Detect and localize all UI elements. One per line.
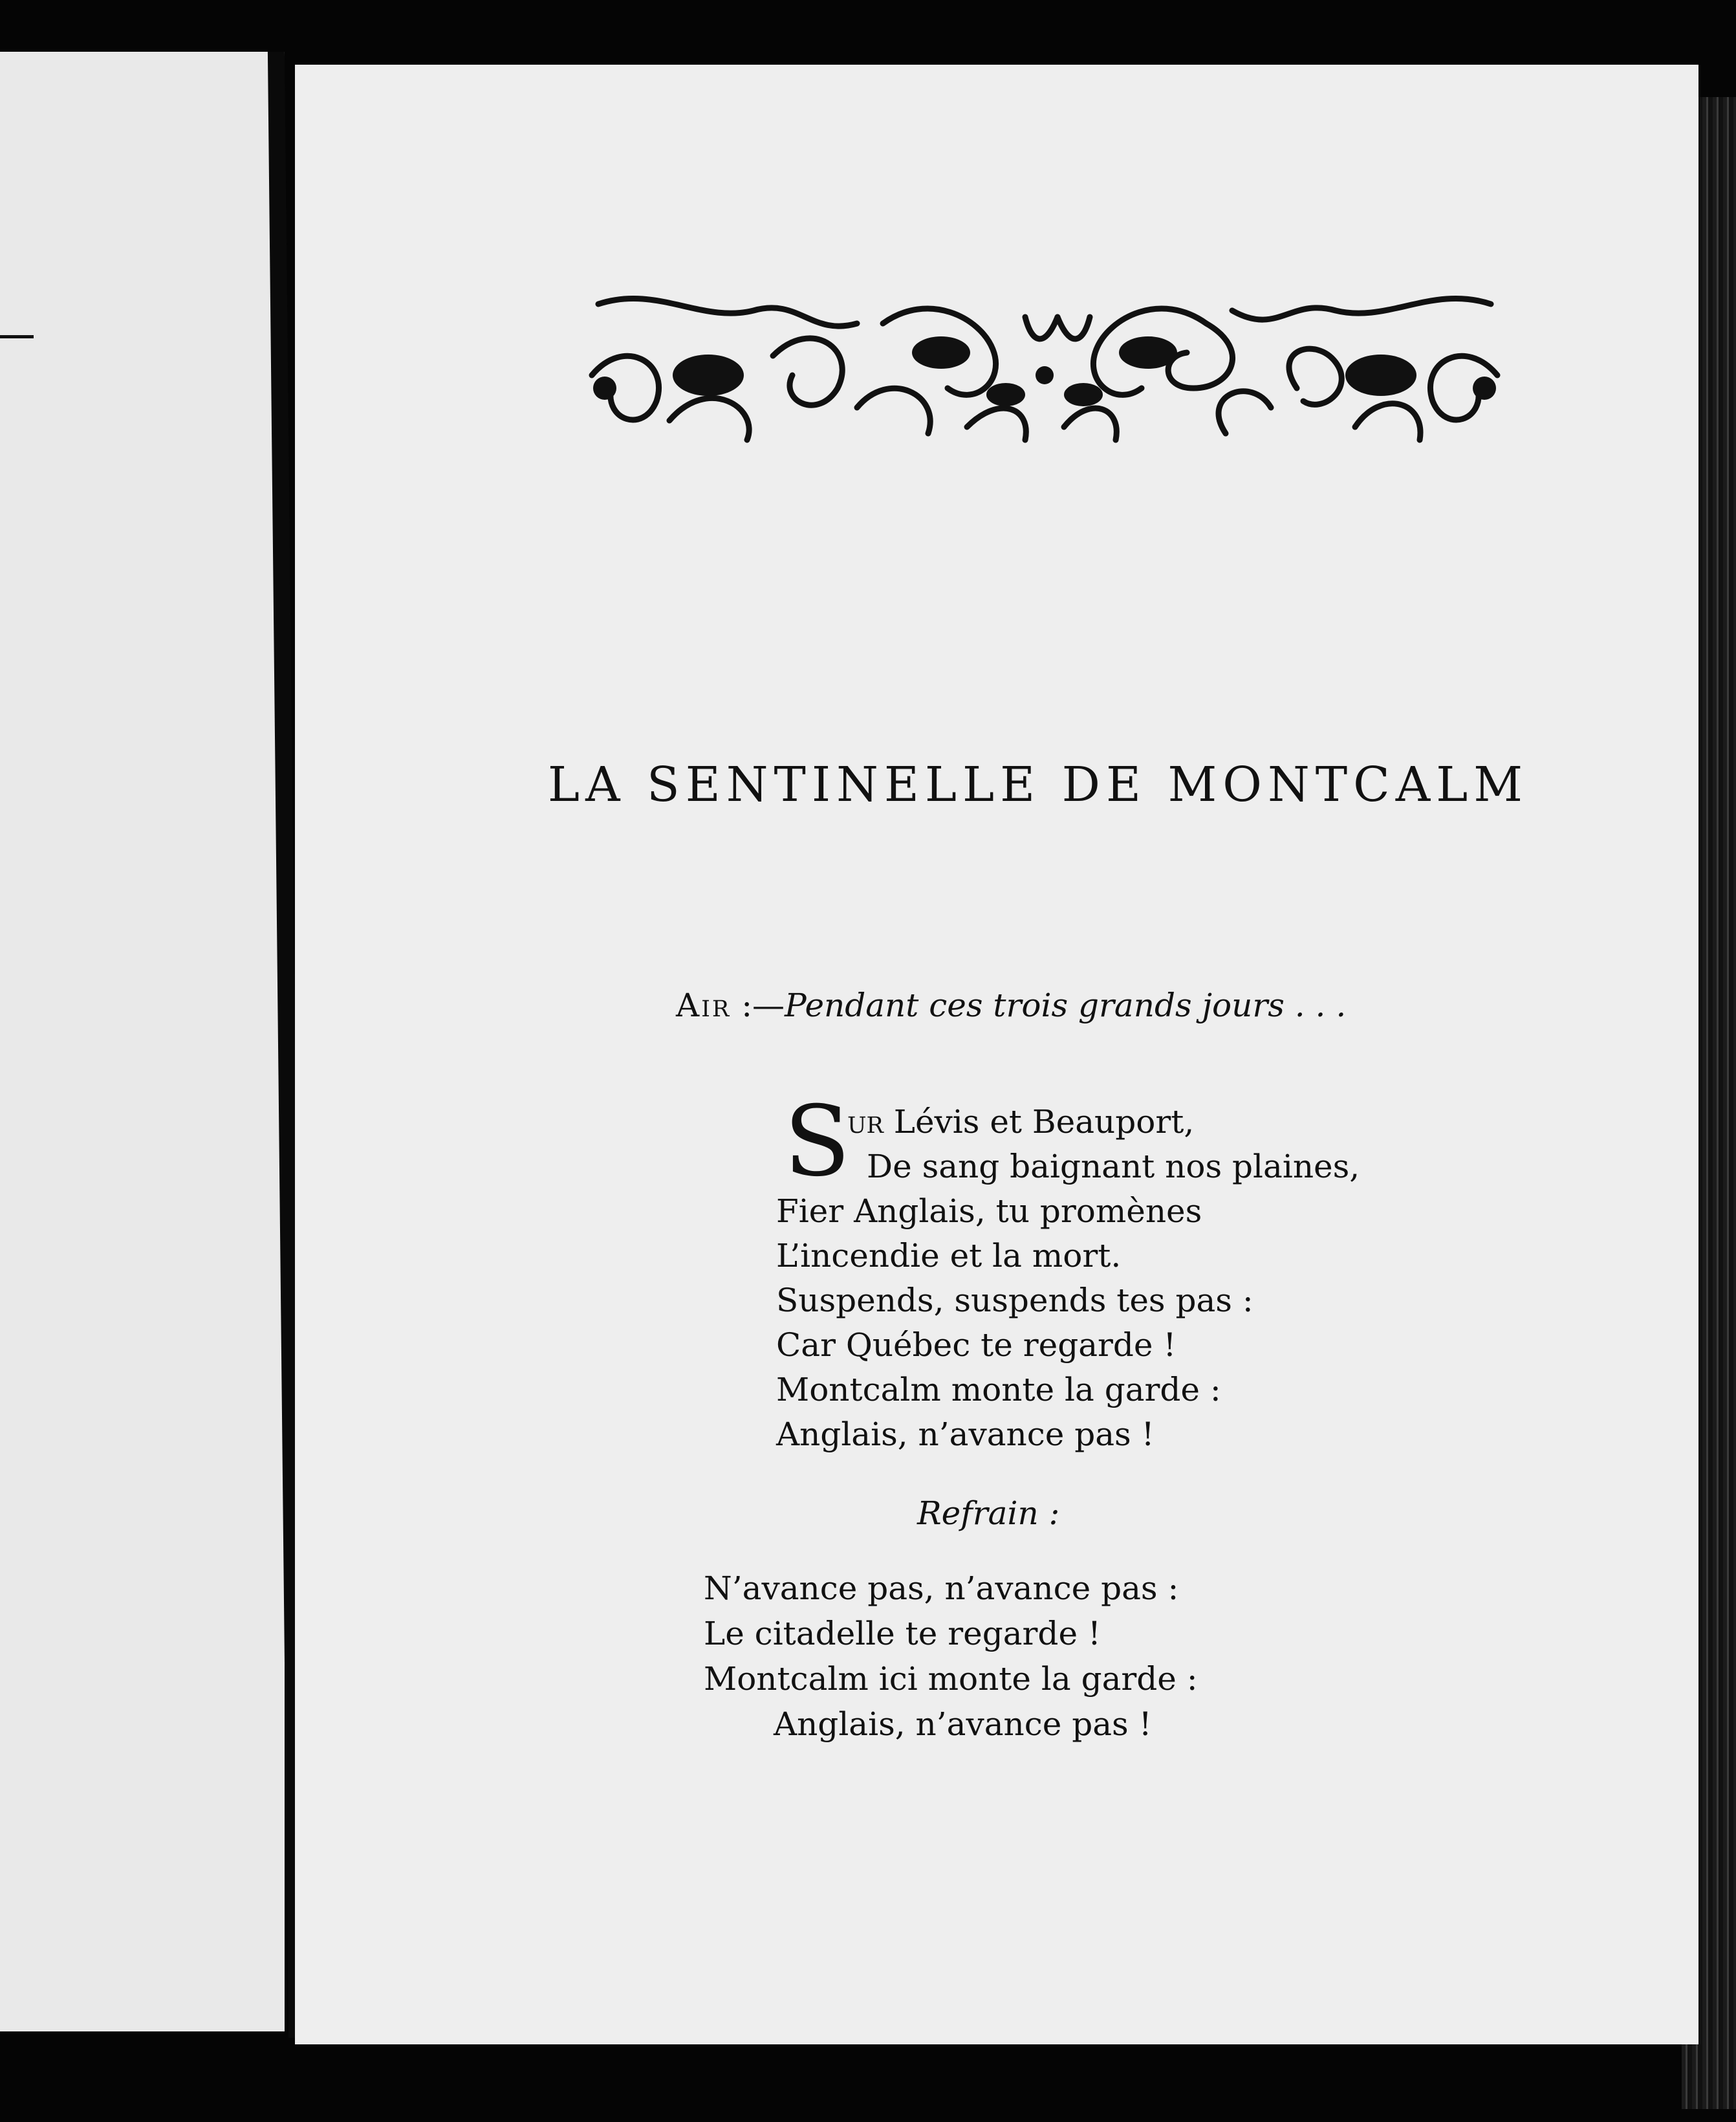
verse <box>776 1100 1360 1457</box>
verse-first-line-tail: Lévis et Beauport, <box>883 1103 1195 1141</box>
air-separator: :— <box>731 987 785 1024</box>
verse-first-word-rest: ur <box>847 1103 884 1141</box>
refrain-line: Anglais, n’avance pas ! <box>774 1705 1152 1743</box>
refrain-line: Montcalm ici monte la garde : <box>704 1660 1198 1698</box>
air-label: Air <box>676 987 732 1024</box>
poem-title: LA SENTINELLE DE MONTCALM <box>547 757 1529 813</box>
previous-page-rule <box>0 335 34 338</box>
verse-line: De sang baignant nos plaines, <box>867 1148 1360 1185</box>
drop-cap: S <box>784 1086 851 1198</box>
air-tune: Pendant ces trois grands jours . . . <box>785 987 1347 1024</box>
verse-line: Fier Anglais, tu promènes <box>776 1192 1202 1230</box>
refrain-heading: Refrain : <box>917 1494 1060 1532</box>
refrain <box>704 1566 1198 1747</box>
verse-line: Montcalm monte la garde : <box>776 1371 1221 1408</box>
verse-line: Suspends, suspends tes pas : <box>776 1282 1253 1319</box>
refrain-line: Le citadelle te regarde ! <box>704 1615 1101 1652</box>
verse-line: Car Québec te regarde ! <box>776 1326 1177 1364</box>
foliate-scroll-headpiece-icon <box>579 278 1510 450</box>
verse-line-1 <box>776 1100 1360 1144</box>
refrain-line: N’avance pas, n’avance pas : <box>704 1570 1179 1607</box>
tune-indication <box>676 987 1346 1024</box>
verse-line: L’incendie et la mort. <box>776 1237 1122 1274</box>
previous-page <box>0 52 285 2031</box>
verse-line: Anglais, n’avance pas ! <box>776 1416 1155 1453</box>
